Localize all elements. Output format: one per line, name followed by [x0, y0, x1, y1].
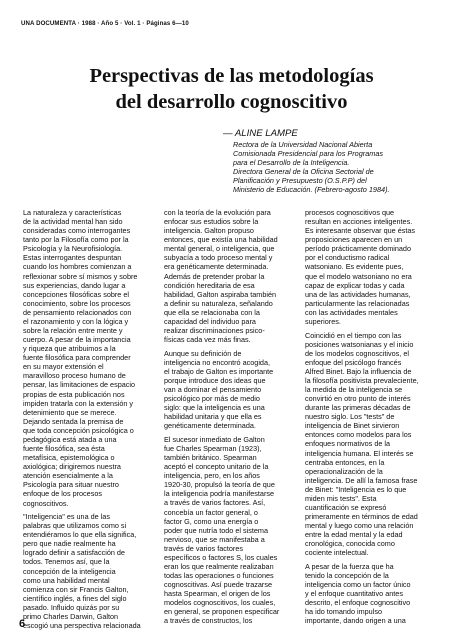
- body-text-line: de Binet: "Inteligencia es lo que: [305, 484, 407, 494]
- body-text-line: con las actividades mentales: [305, 307, 398, 317]
- body-text-line: inteligencia. De allí la famosa frase: [305, 475, 418, 485]
- page-number: 6: [19, 618, 26, 630]
- body-text-line: enfocar sus estudios sobre la: [164, 217, 259, 227]
- body-text-line: escogió una perspectiva relacionada: [23, 621, 141, 631]
- body-column-2: [164, 208, 279, 626]
- body-text-line: que ella se relacionaba con la: [164, 307, 260, 317]
- body-text-line: través de varios factores: [164, 543, 243, 553]
- body-text-line: consideradas como interrogantes: [23, 226, 131, 236]
- body-text-line: Psicología y la Neurofisiología.: [23, 244, 123, 254]
- body-text-line: de pensamiento relacionados con: [23, 307, 132, 317]
- body-text-line: impiden tratarla con la extensión y: [23, 398, 134, 408]
- body-text-line: durante las primeras décadas de: [305, 403, 411, 413]
- author-affiliation: [233, 140, 390, 194]
- body-text-line: "Inteligencia" es una de las: [23, 512, 110, 522]
- body-text-line: habilidad, Galton aspiraba también: [164, 289, 277, 299]
- body-text-line: concebía un factor general, o: [164, 507, 258, 517]
- body-text-line: concepciones filosóficas sobre el: [23, 289, 129, 299]
- body-text-line: Es interesante observar que éstas: [305, 226, 416, 236]
- body-text-line: maravilloso proceso humano de: [23, 371, 126, 381]
- body-text-line: van a dominar el pensamiento: [164, 384, 262, 394]
- body-text-line: una de las actividades humanas,: [305, 289, 411, 299]
- body-text-line: proposiciones aparecen en un: [305, 235, 403, 245]
- body-text-line: inteligencia no encontró acogida,: [164, 357, 271, 367]
- body-text-line: Estas interrogantes despuntan: [23, 253, 122, 263]
- body-text-line: siglo: que la inteligencia es una: [164, 403, 265, 413]
- body-text-line: cuantificación se expresó: [305, 503, 387, 512]
- body-text-line: logrado definir a satisfacción de: [23, 548, 125, 558]
- body-text-line: físicas cada vez más finas.: [164, 335, 251, 345]
- body-text-line: enfoques normativos de la: [305, 439, 391, 449]
- body-text-line: entendiéramos lo que ella significa,: [23, 530, 137, 540]
- body-text-line: sus experiencias, dando lugar a: [23, 280, 126, 290]
- body-text-line: Psicología para situar nuestro: [23, 480, 119, 490]
- body-text-line: comienza con sir Francis Galton,: [23, 584, 129, 594]
- body-text-line: cociente intelectual.: [305, 548, 369, 558]
- body-text-line: cronológica, conocida como: [305, 539, 395, 549]
- body-text-line: pensar, las limitaciones de espacio: [23, 380, 136, 390]
- body-text-line: Además de pretender probar la: [164, 271, 265, 281]
- body-text-line: miden mis tests". Esta: [305, 493, 377, 503]
- body-text-line: cognoscitivos.: [23, 498, 69, 508]
- body-text-line: a través de constructos, los: [164, 616, 253, 626]
- body-text-line: pero que nadie realmente ha: [23, 539, 116, 549]
- body-text-line: también británico. Spearman: [164, 453, 257, 463]
- affiliation-line: Rectora de la Universidad Nacional Abierta: [233, 140, 373, 149]
- body-text-line: resultan en acciones inteligentes.: [305, 217, 413, 227]
- body-text-line: entre la edad mental y la edad: [305, 530, 403, 540]
- affiliation-line: Directora General de la Oficina Sectorial de: [233, 167, 374, 177]
- body-text-line: era genéticamente determinada.: [164, 262, 269, 272]
- journal-header: UNA DOCUMENTA · 1988 · Año 5 · Vol. 1 · Páginas 6—10: [21, 20, 189, 27]
- body-text-line: de la actividad mental han sido: [23, 217, 123, 227]
- body-text-line: axiológica; dirigiremos nuestra: [23, 462, 121, 472]
- body-text-line: inteligencia como un factor único: [305, 580, 411, 590]
- body-text-line: la inteligencia podría manifestarse: [164, 489, 275, 499]
- body-text-line: tenido la concepción de la: [305, 571, 389, 581]
- body-text-line: conocimiento, sobre los procesos: [23, 298, 131, 308]
- body-text-line: inteligencia. Galton propuso: [164, 226, 254, 236]
- body-text-line: atención esencialmente a la: [23, 471, 113, 481]
- body-text-line: mental y luego como una relación: [305, 521, 414, 531]
- body-text-line: superiores.: [305, 316, 341, 326]
- body-text-line: y riqueza que atribuimos a la: [23, 344, 116, 354]
- body-text-line: pasado. Influido quizás por su: [23, 602, 120, 612]
- body-text-line: fue Charles Spearman (1923),: [164, 443, 262, 453]
- body-text-line: Alfred Binet. Bajo la influencia de: [305, 366, 412, 376]
- body-text-line: el trabajo de Galton es importante: [164, 366, 274, 376]
- body-text-line: palabras que utilizamos como si: [23, 521, 127, 531]
- body-text-line: 1920-30, propulsó la teoría de que: [164, 480, 275, 490]
- body-text-line: habilidad unitaria y que ella es: [164, 412, 262, 422]
- body-text-line: posiciones watsonianas y el inicio: [305, 339, 414, 349]
- body-text-line: eran los que realmente realizaban: [164, 561, 274, 571]
- body-text-line: Coincidió en el tiempo con las: [305, 330, 402, 340]
- body-text-line: reflexionar sobre sí mismos y sobre: [23, 271, 138, 281]
- affiliation-line: Ministerio de Educación. (Febrero-agosto 1984).: [233, 185, 390, 195]
- body-text-line: tanto por la Filosofía como por la: [23, 235, 129, 245]
- body-text-line: hasta Spearman, el origen de los: [164, 589, 271, 599]
- body-text-line: factor G, como una energía o: [164, 516, 259, 526]
- body-text-line: descrito, el enfoque cognoscitivo: [305, 598, 411, 608]
- body-text-line: enfoque del psicólogo francés: [305, 357, 402, 367]
- body-text-line: nuestro siglo. Los "tests" de: [305, 412, 395, 422]
- body-text-line: capaz de explicar todas y cada: [305, 280, 405, 290]
- body-text-line: Aunque su definición de: [164, 348, 242, 358]
- body-text-line: científico inglés, a fines del siglo: [23, 593, 127, 603]
- body-column-1: [23, 208, 141, 630]
- body-text-line: como una habilidad mental: [23, 575, 110, 585]
- body-text-line: centraba entonces, en la: [305, 457, 385, 467]
- body-text-line: propias de esta publicación nos: [23, 389, 125, 399]
- body-text-line: watsoniano. Es evidente pues,: [305, 262, 404, 272]
- body-text-line: con la teoría de la evolución para: [164, 208, 271, 217]
- body-text-line: todas las operaciones o funciones: [164, 571, 274, 581]
- body-text-line: psicológico por más de medio: [164, 394, 260, 404]
- body-text-line: la filosofía positivista prevaleciente,: [305, 375, 419, 385]
- body-text-line: detenimiento que se merece.: [23, 407, 117, 417]
- body-text-line: aceptó el concepto unitario de la: [164, 462, 269, 472]
- body-text-line: de los modelos cognoscitivos, el: [305, 348, 409, 358]
- affiliation-line: para el Desarrollo de la Inteligencia.: [233, 158, 350, 168]
- body-text-line: La naturaleza y características: [23, 208, 122, 217]
- body-text-line: sobre la relación entre mente y: [23, 326, 123, 336]
- body-text-line: subyacía a todo proceso mental y: [164, 253, 273, 263]
- body-text-line: por el conductismo radical: [305, 253, 390, 263]
- body-text-line: pedagógica está atada a una: [23, 434, 117, 444]
- body-text-line: entonces como modelos para los: [305, 430, 412, 440]
- body-text-line: modelos cognoscitivos, los cuales,: [164, 598, 276, 608]
- body-text-line: particularmente las relacionadas: [305, 298, 410, 308]
- affiliation-line: Planificación y Presupuesto (O.S.P.P) del: [233, 176, 367, 186]
- body-text-line: período prácticamente dominado: [305, 244, 411, 254]
- body-text-line: fuente filosófica, sea ésta: [23, 444, 105, 454]
- affiliation-line: Comisionada Presidencial para los Programas: [233, 149, 384, 159]
- body-text-line: capacidad del individuo para: [164, 316, 256, 326]
- body-text-line: poder que nutría todo el sistema: [164, 525, 268, 535]
- body-text-line: Dejando sentada la premisa de: [23, 416, 124, 426]
- body-text-line: primeramente en términos de edad: [305, 512, 418, 522]
- body-text-line: enfoque de los procesos: [23, 489, 102, 499]
- body-text-line: inteligencia de Binet sirvieron: [305, 421, 400, 431]
- body-text-line: genéticamente determinada.: [164, 421, 256, 431]
- body-text-line: porque introduce dos ideas que: [164, 375, 266, 385]
- body-text-line: El sucesor inmediato de Galton: [164, 434, 265, 444]
- body-text-line: cuerpo. A pesar de la importancia: [23, 335, 131, 345]
- body-text-line: que el modelo watsoniano no era: [305, 271, 412, 281]
- body-text-line: fuente filosófica para comprender: [23, 353, 131, 363]
- body-text-line: específicos o factores S, los cuales: [164, 552, 278, 562]
- body-text-line: cognoscitivas. Así puede trazarse: [164, 580, 273, 590]
- body-text-line: en general, se proponen especificar: [164, 607, 280, 617]
- body-text-line: la medida de la inteligencia se: [305, 384, 403, 394]
- body-text-line: condición hereditaria de esa: [164, 280, 255, 290]
- body-text-line: realizar discriminaciones psico-: [164, 326, 265, 336]
- body-text-line: importante, dando origen a una: [305, 616, 406, 626]
- body-column-3: [305, 208, 419, 626]
- body-text-line: y el enfoque cuantitativo antes: [305, 589, 403, 599]
- body-text-line: concepción de la inteligencia: [23, 566, 116, 576]
- body-text-line: el razonamiento y con la lógica y: [23, 316, 129, 326]
- body-text-line: todos. Tenemos así, que la: [23, 557, 110, 567]
- body-text-line: convirtió en otro punto de interés: [305, 394, 411, 404]
- body-text-line: entonces, que existía una habilidad: [164, 235, 278, 245]
- article-title-line-1: Perspectivas de las metodologías: [89, 65, 374, 87]
- body-text-line: A pesar de la fuerza que ha: [305, 561, 394, 571]
- body-text-line: mental general, o inteligencia, que: [164, 244, 275, 254]
- body-text-line: inteligencia humana. El interés se: [305, 448, 414, 458]
- body-text-line: que toda concepción psicológica o: [23, 425, 134, 435]
- body-text-line: procesos cognoscitivos que: [305, 208, 395, 217]
- body-text-line: metafísica, epistemológica o: [23, 453, 115, 463]
- body-text-line: en su mayor extensión el: [23, 362, 104, 372]
- body-text-line: inteligencia, pero, en los años: [164, 471, 260, 481]
- body-text-line: operacionalización de la: [305, 466, 383, 476]
- article-title-line-2: del desarrollo cognoscitivo: [115, 91, 348, 113]
- body-text-line: cuando los hombres comienzan a: [23, 262, 132, 272]
- body-text-line: primo Charles Darwin, Galton: [23, 611, 119, 621]
- body-text-line: a definir su naturaleza, señalando: [164, 298, 273, 308]
- body-text-line: ha ido tomando impulso: [305, 607, 382, 617]
- author-name: — ALINE LAMPE: [223, 128, 298, 139]
- body-text-line: nervioso, que se manifestaba a: [164, 534, 265, 544]
- body-text-line: a través de varios factores. Así,: [164, 498, 266, 508]
